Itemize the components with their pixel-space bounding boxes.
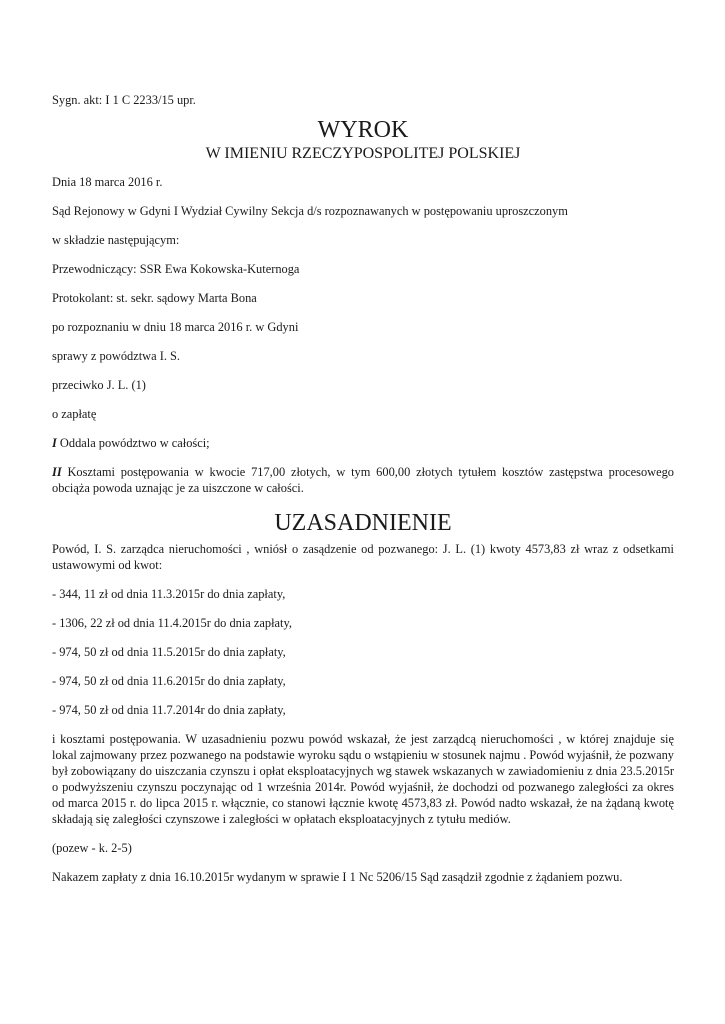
court-clerk: Protokolant: st. sekr. sądowy Marta Bona bbox=[52, 291, 257, 305]
ruling-2-number: II bbox=[52, 465, 62, 479]
defendant-line: przeciwko J. L. (1) bbox=[52, 378, 146, 392]
composition-label: w składzie następującym: bbox=[52, 233, 180, 247]
pozew-reference: (pozew - k. 2-5) bbox=[52, 841, 132, 855]
plaintiff-line: sprawy z powództwa I. S. bbox=[52, 349, 181, 363]
justification-body: i kosztami postępowania. W uzasadnieniu pozwu powód wskazał, że jest zarządcą nieruchomości , w której znajduje się lokal zajmowany przez pozwanego na podstawie wyroku sądu o wstąpieniu w stosunek najmu . Powód wyjaśnił, że pozwany był zobowiązany do uiszczania czynszu i opłat eksploatacyjnych wg stawek wskazanych w zawiadomieniu z dnia 23.5.2015r o podwyższeniu czynszu poczynając od 1 września 2014r. Powód wyjaśnił, że dochodzi od pozwanego zaległości za okres od marca 2015 r. do lipca 2015 r. włącznie, co stanowi łącznie kwotę 4573,83 zł. Powód nadto wskazał, że na żądaną kwotę składają się zaległości czynszowe i zaległości w opłatach eksploatacyjnych z tytułu mediów. bbox=[52, 732, 674, 826]
case-signature: Sygn. akt: I 1 C 2233/15 upr. bbox=[52, 93, 196, 107]
claim-item: - 1306, 22 zł od dnia 11.4.2015r do dnia zapłaty, bbox=[52, 616, 292, 630]
hearing-info: po rozpoznaniu w dniu 18 marca 2016 r. w Gdyni bbox=[52, 320, 299, 334]
verdict-date: Dnia 18 marca 2016 r. bbox=[52, 175, 163, 189]
justification-intro: Powód, I. S. zarządca nieruchomości , wniósł o zasądzenie od pozwanego: J. L. (1) kwoty 4573,83 zł wraz z odsetkami ustawowymi od kwot: bbox=[52, 542, 674, 572]
presiding-judge: Przewodniczący: SSR Ewa Kokowska-Kuternoga bbox=[52, 262, 300, 276]
ruling-1-text: Oddala powództwo w całości; bbox=[56, 436, 210, 450]
document-page bbox=[52, 92, 674, 898]
ruling-2 bbox=[52, 464, 674, 496]
justification-title: UZASADNIENIE bbox=[274, 510, 452, 536]
ruling-2-text: Kosztami postępowania w kwocie 717,00 złotych, w tym 600,00 złotych tytułem kosztów zastępstwa procesowego obciąża powoda uznając je za uiszczone w całości. bbox=[52, 465, 674, 495]
claim-item: - 344, 11 zł od dnia 11.3.2015r do dnia zapłaty, bbox=[52, 587, 286, 601]
ruling-1 bbox=[52, 435, 674, 451]
case-subject: o zapłatę bbox=[52, 407, 97, 421]
claim-item: - 974, 50 zł od dnia 11.7.2014r do dnia zapłaty, bbox=[52, 703, 286, 717]
claim-item: - 974, 50 zł od dnia 11.5.2015r do dnia zapłaty, bbox=[52, 645, 286, 659]
verdict-subtitle: W IMIENIU RZECZYPOSPOLITEJ POLSKIEJ bbox=[205, 145, 521, 162]
court-name: Sąd Rejonowy w Gdyni I Wydział Cywilny Sekcja d/s rozpoznawanych w postępowaniu uproszczonym bbox=[52, 204, 568, 218]
payment-order: Nakazem zapłaty z dnia 16.10.2015r wydanym w sprawie I 1 Nc 5206/15 Sąd zasądził zgodnie z żądaniem pozwu. bbox=[52, 870, 623, 884]
ruling-1-number: I bbox=[52, 436, 57, 450]
claim-item: - 974, 50 zł od dnia 11.6.2015r do dnia zapłaty, bbox=[52, 674, 286, 688]
verdict-title: WYROK bbox=[317, 117, 409, 143]
